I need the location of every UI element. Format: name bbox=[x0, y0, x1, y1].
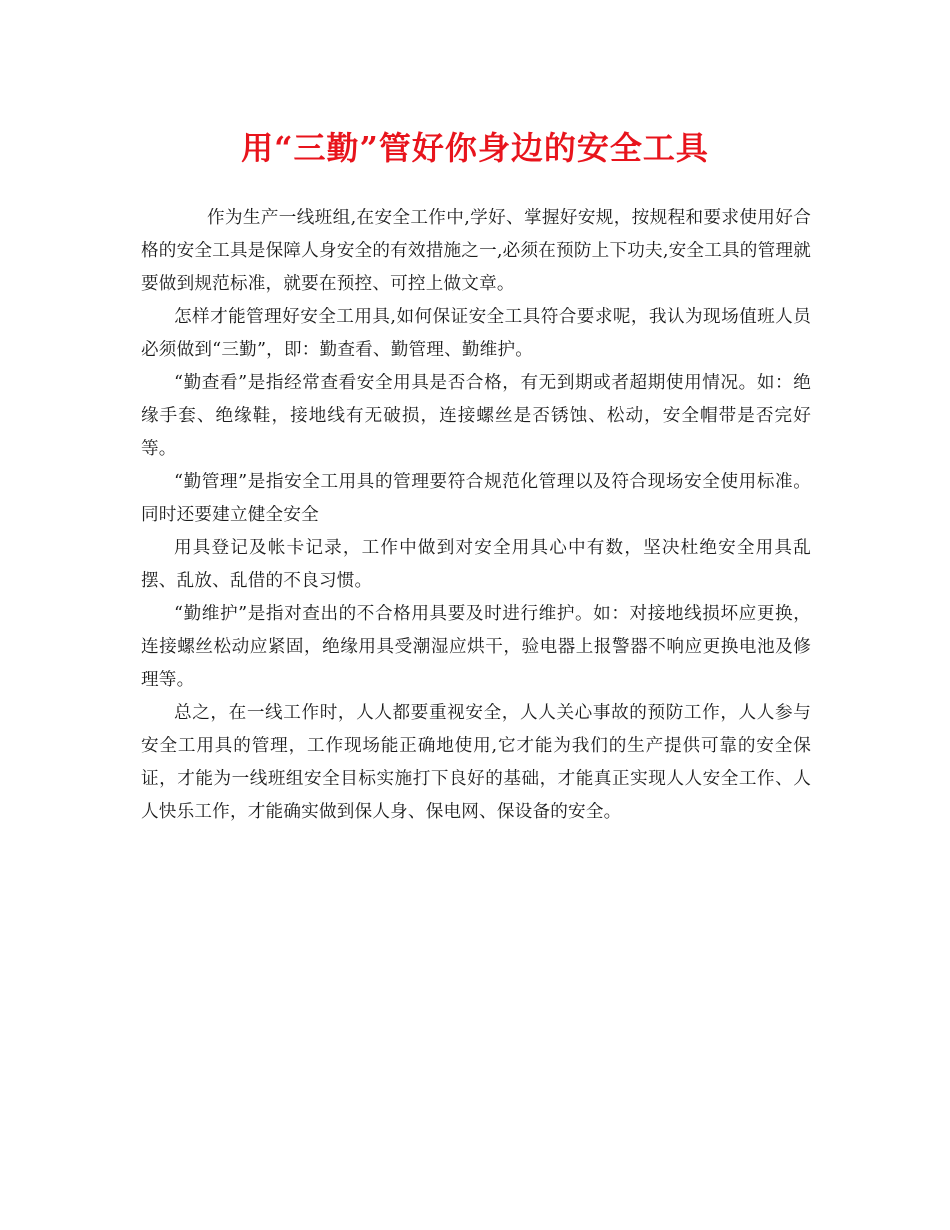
paragraph-diligent-management: “勤管理”是指安全工用具的管理要符合规范化管理以及符合现场安全使用标准。同时还要建立健全安全 bbox=[141, 472, 811, 525]
document-body bbox=[141, 202, 811, 829]
paragraph-three-diligences: 怎样才能管理好安全工用具,如何保证安全工具符合要求呢，我认为现场值班人员必须做到“三勤”，即：勤查看、勤管理、勤维护。 bbox=[141, 307, 811, 360]
document-title: 用“三勤”管好你身边的安全工具 bbox=[241, 129, 709, 167]
paragraph-intro: 作为生产一线班组,在安全工作中,学好、掌握好安规，按规程和要求使用好合格的安全工具是保障人身安全的有效措施之一,必须在预防上下功夫,安全工具的管理就要做到规范标准，就要在预控、可控上做文章。 bbox=[141, 208, 811, 294]
paragraph-conclusion: 总之，在一线工作时，人人都要重视安全，人人关心事故的预防工作，人人参与安全工用具的管理，工作现场能正确地使用,它才能为我们的生产提供可靠的安全保证，才能为一线班组安全目标实施打下良好的基础，才能真正实现人人安全工作、人人快乐工作，才能确实做到保人身、保电网、保设备的安全。 bbox=[141, 703, 811, 822]
paragraph-diligent-inspection: “勤查看”是指经常查看安全用具是否合格，有无到期或者超期使用情况。如：绝缘手套、绝缘鞋，接地线有无破损，连接螺丝是否锈蚀、松动，安全帽带是否完好等。 bbox=[141, 373, 811, 459]
paragraph-registration: 用具登记及帐卡记录，工作中做到对安全用具心中有数，坚决杜绝安全用具乱摆、乱放、乱借的不良习惯。 bbox=[141, 538, 811, 591]
paragraph-diligent-maintenance: “勤维护”是指对查出的不合格用具要及时进行维护。如：对接地线损坏应更换，连接螺丝松动应紧固，绝缘用具受潮湿应烘干，验电器上报警器不响应更换电池及修理等。 bbox=[141, 604, 811, 690]
